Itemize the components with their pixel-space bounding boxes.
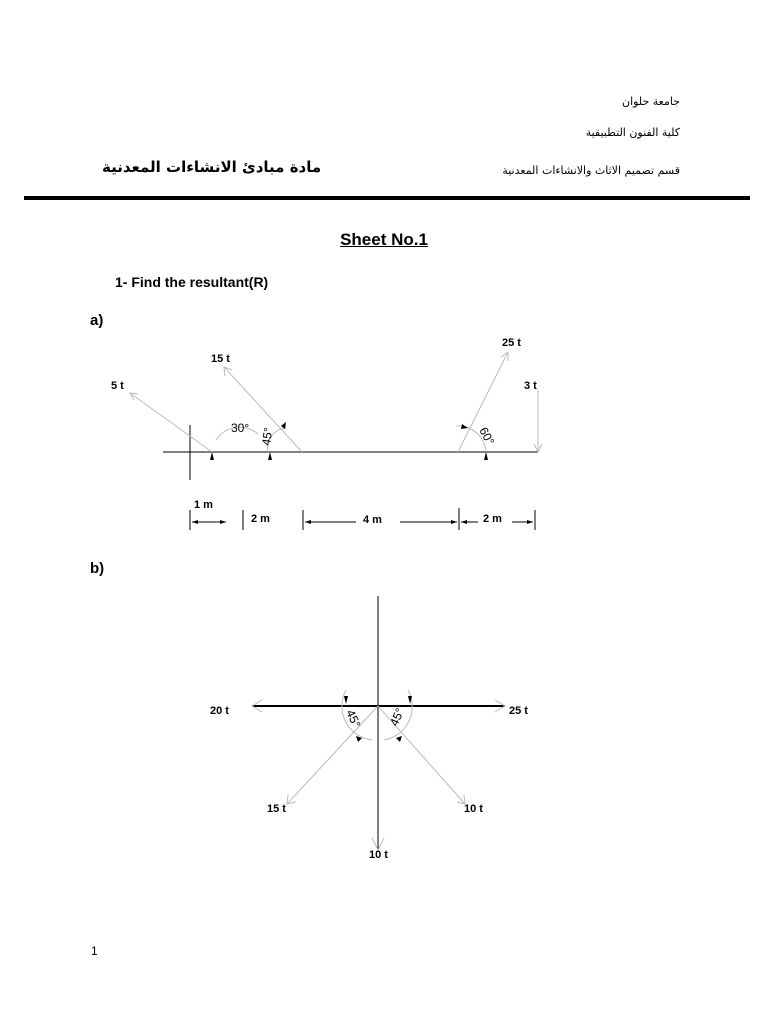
force-label-15t: 15 t [267, 803, 286, 815]
part-b-label: b) [90, 560, 105, 577]
angle-label-45-left: 45° [343, 707, 364, 730]
department-name: قسم تصميم الاثاث والانشاءات المعدنية [502, 164, 680, 177]
sheet-title: Sheet No.1 [340, 230, 428, 249]
page-number: 1 [91, 944, 98, 958]
force-15t-vector [287, 706, 378, 804]
force-label-10t: 10 t [464, 803, 483, 815]
dimension-arrow [192, 520, 198, 524]
force-label-5t: 5 t [111, 380, 124, 392]
dimension-arrow [220, 520, 226, 524]
force-label-25t: 25 t [509, 705, 528, 717]
angle-pointer [484, 452, 488, 460]
angle-pointer [268, 452, 272, 460]
force-label-15t: 15 t [211, 353, 230, 365]
force-5t-vector [130, 393, 212, 452]
angle-pointer [461, 424, 468, 429]
angle-pointer [210, 452, 214, 460]
dimension-arrow [461, 520, 467, 524]
dimension-label-4m: 4 m [363, 514, 382, 526]
dimension-label-2m-right: 2 m [483, 513, 502, 525]
angle-label-30: 30° [231, 421, 250, 435]
force-label-3t: 3 t [524, 380, 537, 392]
question-text: 1- Find the resultant(R) [115, 274, 269, 290]
dimension-label-1m: 1 m [194, 499, 213, 511]
angle-label-45: 45° [259, 426, 276, 447]
angle-label-60: 60° [476, 424, 498, 448]
course-title: مادة مبادئ الانشاءات المعدنية [102, 158, 322, 176]
angle-pointer [396, 736, 402, 742]
part-a-label: a) [90, 312, 104, 329]
dimension-arrow [305, 520, 311, 524]
dimension-arrow [527, 520, 533, 524]
university-name: جامعة حلوان [621, 95, 680, 108]
dimension-label-2m: 2 m [251, 513, 270, 525]
force-label-10t-down: 10 t [369, 849, 388, 861]
diagram-b [0, 580, 768, 880]
faculty-name: كلية الفنون التطبيقية [585, 126, 680, 139]
angle-pointer [344, 696, 348, 704]
dimension-arrow [451, 520, 457, 524]
force-label-25t: 25 t [502, 337, 521, 349]
angle-label-45-right: 45° [386, 705, 408, 729]
force-label-20t: 20 t [210, 705, 229, 717]
